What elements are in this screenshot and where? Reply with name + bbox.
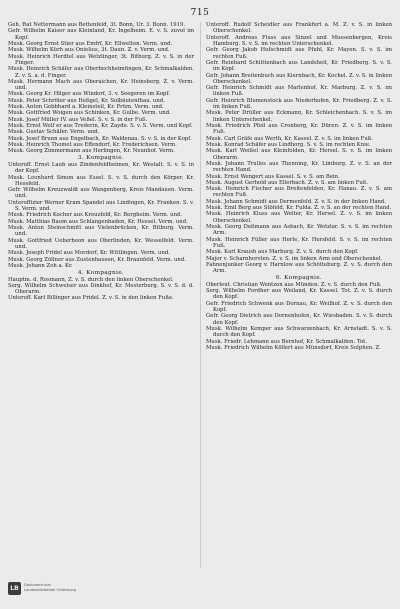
list-entry: Gefr. Heinrich Blumenstock aus Niederhofen, Kr. Friedberg. Z. v. S. im linken Fuß. xyxy=(206,97,392,111)
list-entry: Musk. Leonhard Simon aus Essel. S. v. S. durch den Körper, Kr. Hessfeld. xyxy=(8,174,194,187)
list-entry: Musk. Hermann Mach aus Oberaichen, Kr. Heinsberg. Z. v. Verm. und. xyxy=(8,78,194,92)
list-entry: Gefr. Wilhelm Kreuzwaldt aus Wangenberg, Kreis Mandauen. Verm. und. xyxy=(8,187,194,200)
list-entry: Serg. Wilhelm Schwelser aus Dinkhof, Kr. Mesterburg. S. v. S. d. d. Oberarm. xyxy=(8,282,194,296)
list-entry: Serg. Wilhelm Fordher aus Weiland, Kr. Kassel. Tot. Z. v. S. durch den Kopf. xyxy=(206,288,392,301)
list-entry: Musk. Heinrich Schäfer aus Oberbechheimfingen, Kr. Schmalkalden. Z. v. S. a. d. Finger. xyxy=(8,66,194,79)
list-entry: Musk. Josef Müller IV. aus Veßel. S. v. S. in der Fuß. xyxy=(8,116,148,123)
right-column xyxy=(206,22,392,570)
list-entry: Fahnenjunker Georg v. Harnlow aus Schötteburg. Z. v. S. durch den Arm. xyxy=(206,261,392,275)
left-column xyxy=(8,22,194,570)
list-entry: Gefr. Georg Jakob Hufschmidt aus Pfuhl, Kr. Mayen. S. v. S. im rechten Fuß. xyxy=(206,47,392,60)
list-entry: Musk. Georg Deßmann aus Asbach, Kr. Wetzlar. S. v. S. im rechten Arm. xyxy=(206,224,392,237)
list-entry: Musk. Johann Trulles aus Thenning, Kr. Limburg. Z. v. S. an der rechten Hand. xyxy=(206,160,392,174)
page-number: 715 xyxy=(190,8,210,18)
list-entry: Musk. Ernst Wolf er aus Trederin, Kr. Zayde. S. v. S. Verm. und Kopf. xyxy=(8,123,193,129)
list-entry: Musk. Emil Berg aus Stöfeld, Kr. Fulda. Z. v. S. an der rechten Hand. xyxy=(206,205,392,212)
list-entry: Musk. Georg Zöllner aus Zustenhausen, Kr. Braunfeld. Verm. und. xyxy=(8,256,186,263)
list-entry: Musk. Gottfried Ueberboon aus Oberlinden, Kr. Wesselfeld. Verm. und. xyxy=(8,237,194,250)
list-entry: Unteroff. Ernst Laub aus Zindenfeldheimen, Kr. Westalt. S. v. S. in der Kopf. xyxy=(8,161,194,175)
footer xyxy=(8,577,188,599)
list-entry: Unteroff. Andreas Fluss aus Sinzel und Mussenbergen, Kreis Hamburg. S. v. S. im rechten Unterschenkel. xyxy=(206,34,392,47)
section-heading: 6. Kompagnie. xyxy=(275,275,323,281)
list-entry: Musk. Carl Gräfe aus Werth, Kr. Kassel. Z. v. S. im linken Fuß. xyxy=(206,135,373,142)
section-heading: 4. Kompagnie. xyxy=(77,269,125,276)
list-entry: Musk. Anton Gebbhard a. Kleinsteil, Kr. Prüm. Verm. und. xyxy=(8,104,164,111)
list-entry: Musk. Georg Zimmermann aus Herlingen, Kr. Neunhof. Verm. xyxy=(8,148,175,155)
list-entry: Unteroff. Rudolf Scheidler aus Frankfurt a. M. Z. v. S. in linken Oberschenkel. xyxy=(206,22,392,35)
list-entry: Oberleut. Christian Wentzen aus Münden. Z. v. S. durch den Fuß. xyxy=(206,281,382,288)
list-entry: Musk. Josef Brunn aus Engelbach, Kr. Waldenau. S. v. S. in der Kopf. xyxy=(8,135,192,142)
footer-line-1: Dokument aus xyxy=(24,583,51,588)
list-entry: Musk. Heinrich Kluss aus Welter, Kr. Hersel. Z. v. S. im linken Oberschenkel. xyxy=(206,211,392,224)
list-entry: Musk. Gottfried Woigen aus Schinken, Kr. Gulbe. Verm. und. xyxy=(8,110,171,117)
column-divider xyxy=(200,22,201,568)
list-entry: Geh. Rat Nettermann aus Bettenfeld, 3t. Bonn, Ur. 3. Bonn. 1919. xyxy=(8,22,186,28)
list-entry: Musk. Anton Steinschmitt aus Vielenbrücken, Kr. Bitburg. Verm. und. xyxy=(8,225,194,238)
library-logo-icon: LB xyxy=(8,582,21,595)
list-entry: Musk. Konrad Schäfer aus Lindhorg. S. v. S. im rechten Knie. xyxy=(206,141,371,148)
list-entry: Musk. Friedr. Lehmann aus Bernhof, Kr. Schmalkalden. Tot. xyxy=(206,338,367,345)
list-entry: Gefr. Reinhard Schlittenbach aus Landsheit, Kr. Friedberg. S. v. S. im Kopf. xyxy=(206,59,392,73)
list-entry: Major v. Scharnhorsten. Z. v. S. im linken Arm und Oberschenkel. xyxy=(206,255,383,262)
footer-line-2: Landesbibliothek Oldenburg xyxy=(24,588,76,592)
list-entry: Musk. Georg Kr. Hilger aus Windorf, 3. v. Seegeren im Kopf. xyxy=(8,91,170,98)
list-entry: Musk. Wilhelm Kürh aus Onielius, 3t. Daun. Z. v. Verm. und. xyxy=(8,47,170,54)
list-entry: Unteroff. Karl Billinger aus Fridel. Z. v. S. in den linken Fuße. xyxy=(8,295,174,302)
list-entry: Musk. Peter Drüller aus Eckmann, Kr. Schleichenbach. S. v. S. im linken Unterschenkel. xyxy=(206,110,392,123)
list-entry: Musk. Friedrich Wilhelm Köllert aus Münsdorf, Kreis Solphen. Z. xyxy=(206,344,381,351)
list-entry: Musk. Joseph Fridel aus Mordorf, Kr. Wittlingen. Verm. und. xyxy=(8,250,170,257)
list-entry: Musk. Johann Zoh a. Kr. xyxy=(8,262,73,269)
list-entry: Musk. Johann Schmidt aus Dermenfeld. Z. v. S. in der linken Hand. xyxy=(206,198,386,205)
list-entry: Musk. Heinrich Thomet aus Effendorf, Kr. Frederichsen. Verm. xyxy=(8,141,177,148)
list-entry: Musk. August Gerhold aus Ellerbach. Z. v. S. am linken Fuß. xyxy=(206,179,369,186)
list-entry: Musk. Karl Kraush aus Marburg. Z. v. S. durch den Kopf. xyxy=(206,249,359,256)
list-entry: Musk. Gustav Schäfer. Verm. und. xyxy=(8,129,100,136)
section-heading: 3. Kompagnie. xyxy=(77,155,125,162)
list-entry: Musk. Peter Schröter aus Heßgel, Kr. Solbäutenthau. und. xyxy=(8,97,165,104)
list-entry: Unteroffizier Werner Kram Spandel aus Lindingen, Kr. Franken. S. v. S. Verm. und. xyxy=(8,199,194,213)
list-entry: Musk. Heinrich Fischer aus Breitenfelden, Kr. Hanau. Z. v. S. am rechten Fuß. xyxy=(206,186,392,199)
list-entry: Musk. Heinrich Füller aus Herle, Kr. Hersfeld. S. v. S. im rechten Fuß. xyxy=(206,236,392,249)
list-entry: Musk. Friedrich Pfeil aus Cronberg, Kr. Düren. Z. v. S. im linken Fuß. xyxy=(206,123,392,136)
list-entry: Gefr. Friedrich Schwenk aus Dornau, Kr. Weilhof. Z. v. S. durch den Kopf. xyxy=(206,300,392,314)
list-entry: Musk. Wilhelm Kemper aus Schwarzenbach, Kr. Arnstadt. S. v. S. durch den Kopf. xyxy=(206,326,392,339)
list-entry: Musk. Matthias Baum aus Schlangenbaden, Kr. Hessel. Verm. und. xyxy=(8,218,188,225)
list-entry: Musk. Heinrich Herdtel aus Wetzlinger, 3t. Bitburg. Z. v. S. in der Finger. xyxy=(8,53,194,66)
list-entry: Gefr. Georg Dietrich aus Dornenhofen, Kr. Wiesbaden. S. v. S. durch den Kopf. xyxy=(206,313,392,326)
list-entry: Musk. Friedrich Kocher aus Kreuzfeld, Kr. Bergheim. Verm. und. xyxy=(8,212,183,219)
list-entry: Hauptm. d. Rosmann, Z. v. S. durch den linken Oberschenkel. xyxy=(8,276,174,283)
list-entry: Gefr. Heinrich Schmidt aus Marlenhof, Kr. Marburg. Z. v. S. im linken Fuß. xyxy=(206,85,392,98)
list-entry: Musk. Karl Weißel aus Kleinfolden, Kr. Hersel. S. v. S. im linken Oberarm. xyxy=(206,148,392,161)
list-entry: Gefr. Wilhelm Kaiser aus Kleinland, Kr. Ingelheim. E. v. S. zuvol im Kopf. xyxy=(8,28,194,41)
list-entry: Musk. Georg Ernst Stier aus Emfrf, Kr. Ellwelten. Verm. und. xyxy=(8,40,173,47)
footer-text xyxy=(24,583,76,592)
list-entry: Musk. Ernst Wengert aus Kassel. S. v. S. am Bein. xyxy=(206,173,340,180)
list-entry: Gefr. Johann Breitenbuch aus Kiernbach, Kr. Kochel. Z. v. S. in linken Oberschenkel. xyxy=(206,72,392,85)
